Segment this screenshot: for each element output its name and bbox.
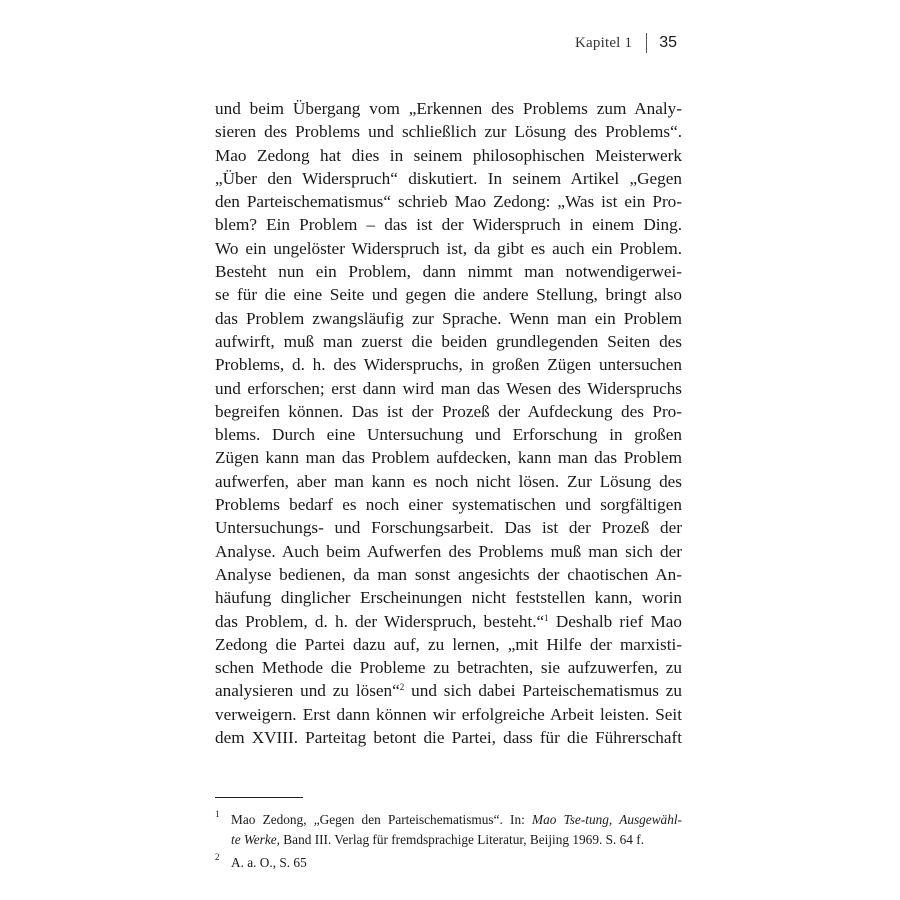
text-line: Besteht nun ein Problem, dann nimmt man notwendigerwei- xyxy=(215,262,682,282)
running-header xyxy=(575,30,677,56)
text-line: Analyse. Auch beim Aufwerfen des Problems muß man sich der xyxy=(215,541,682,561)
text-line: den Parteischematismus“ schrieb Mao Zedong: „Was ist ein Pro- xyxy=(215,192,682,212)
footnote-text: , Band III. Verlag für fremdsprachige Literatur, Beijing 1969. S. 64 f. xyxy=(276,831,645,847)
text-line: „Über den Widerspruch“ diskutiert. In seinem Artikel „Gegen xyxy=(215,168,682,188)
text-line: das Problem zwangsläufig zur Sprache. Wenn man ein Problem xyxy=(215,308,682,328)
text-line: und erforschen; erst dann wird man das Wesen des Widerspruchs xyxy=(215,378,682,398)
text-line: begreifen können. Das ist der Prozeß der Aufdeckung des Pro- xyxy=(215,401,682,421)
footnote-text: Mao Zedong, „Gegen den Parteischematismus“. In: xyxy=(231,812,532,827)
text-line: häufung dinglicher Erscheinungen nicht feststellen kann, worin xyxy=(215,588,682,608)
footnote-1 xyxy=(215,810,682,849)
footnotes xyxy=(215,810,682,873)
text-line: se für die eine Seite und gegen die andere Stellung, bringt also xyxy=(215,285,682,305)
footnote-separator xyxy=(215,797,303,798)
text-line: Problems, d. h. des Widerspruchs, in großen Zügen untersuchen xyxy=(215,355,682,375)
footnote-number: 2 xyxy=(215,852,220,862)
text-line: blems. Durch eine Untersuchung und Erforschung in großen xyxy=(215,425,682,445)
page-number: 35 xyxy=(659,34,677,51)
text-line: schen Methode die Probleme zu betrachten, sie aufzuwerfen, zu xyxy=(215,658,682,678)
text-segment: analysieren und zu lösen“ xyxy=(215,681,400,701)
text-line: Mao Zedong hat dies in seinem philosophischen Meisterwerk xyxy=(215,145,682,165)
text-line-with-footnote-1 xyxy=(215,610,682,633)
text-line: Analyse bedienen, da man sonst angesichts der chaotischen An- xyxy=(215,564,682,584)
footnote-text: A. a. O., S. 65 xyxy=(231,855,307,870)
text-line: Zügen kann man das Problem aufdecken, kann man das Problem xyxy=(215,448,682,468)
text-line: Untersuchungs- und Forschungsarbeit. Das ist der Prozeß der xyxy=(215,518,682,538)
footnote-title: Mao Tse-tung, Ausgewähl- xyxy=(532,812,682,827)
footnote-reference-1[interactable]: 1 xyxy=(544,612,549,623)
text-segment: Deshalb rief Mao xyxy=(548,611,682,631)
footnote-2 xyxy=(215,853,682,873)
footnote-number: 1 xyxy=(215,809,220,819)
footnote-line xyxy=(231,810,682,830)
text-line: Problems bedarf es noch einer systematischen und sorgfältigen xyxy=(215,495,682,515)
text-line: aufwirft, muß man zuerst die beiden grundlegenden Seiten des xyxy=(215,331,682,351)
text-line-with-footnote-2 xyxy=(215,679,682,702)
text-line: Wo ein ungelöster Widerspruch ist, da gibt es auch ein Problem. xyxy=(215,238,682,258)
footnote-line xyxy=(231,830,682,850)
text-line: dem XVIII. Parteitag betont die Partei, dass für die Führerschaft xyxy=(215,728,682,748)
text-line: verweigern. Erst dann können wir erfolgreiche Arbeit leisten. Seit xyxy=(215,704,682,724)
text-segment: das Problem, d. h. der Widerspruch, besteht.“ xyxy=(215,611,545,631)
main-text xyxy=(215,97,682,749)
text-line: sieren des Problems und schließlich zur Lösung des Problems“. xyxy=(215,122,682,142)
footnote-reference-2[interactable]: 2 xyxy=(399,682,405,693)
footnote-title: te Werke xyxy=(231,831,277,847)
header-divider xyxy=(646,33,647,53)
text-line: und beim Übergang vom „Erkennen des Problems zum Analy- xyxy=(215,99,682,118)
text-segment: und sich dabei Parteischematismus zu xyxy=(404,681,683,701)
text-line: blem? Ein Problem – das ist der Widerspruch in einem Ding. xyxy=(215,215,682,235)
chapter-title: Kapitel 1 xyxy=(575,34,633,51)
text-line: Zedong die Partei dazu auf, zu lernen, „mit Hilfe der marxisti- xyxy=(215,634,682,654)
text-line: aufwerfen, aber man kann es noch nicht lösen. Zur Lösung des xyxy=(215,471,682,491)
